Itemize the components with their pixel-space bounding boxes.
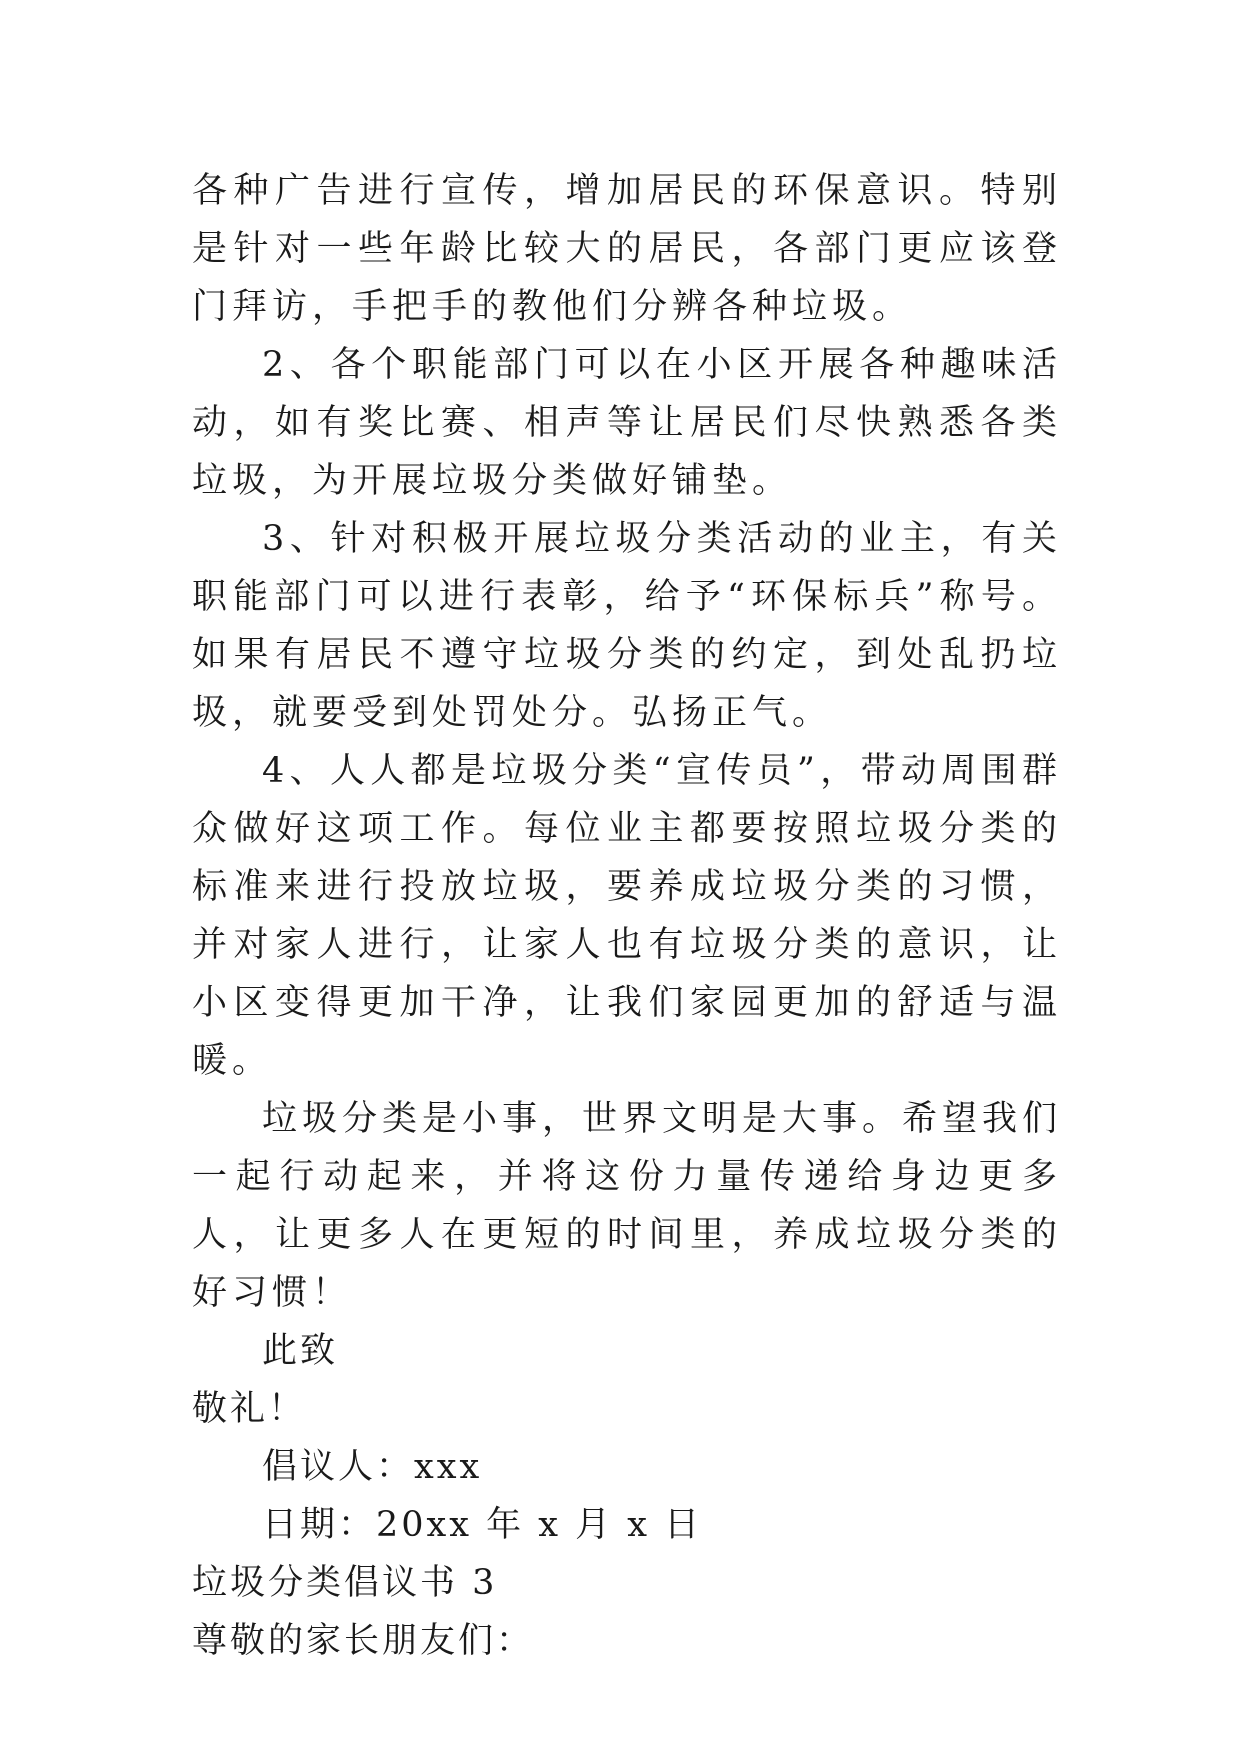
date-line: 日期：20xx 年 x 月 x 日	[262, 1505, 703, 1545]
paragraph-item-4: 4、人人都是垃圾分类“宣传员”，带动周围群众做好这项工作。每位业主都要按照垃圾分类的标准来进行投放垃圾，要养成垃圾分类的习惯，并对家人进行，让家人也有垃圾分类的意识，让小区变得更加干净，让我们家园更加的舒适与温暖。	[192, 751, 1062, 1081]
paragraph-item-2: 2、各个职能部门可以在小区开展各种趣味活动，如有奖比赛、相声等让居民们尽快熟悉各类垃圾，为开展垃圾分类做好铺垫。	[192, 345, 1062, 501]
salute-line: 敬礼！	[192, 1389, 307, 1429]
closing-line: 此致	[262, 1331, 339, 1371]
greeting-line: 尊敬的家长朋友们：	[192, 1621, 535, 1661]
paragraph-publicity: 各种广告进行宣传，增加居民的环保意识。特别是针对一些年龄比较大的居民，各部门更应该登门拜访，手把手的教他们分辨各种垃圾。	[192, 171, 1062, 327]
initiator-line: 倡议人：xxx	[262, 1447, 483, 1487]
paragraph-item-3: 3、针对积极开展垃圾分类活动的业主，有关职能部门可以进行表彰，给予“环保标兵”称号。如果有居民不遵守垃圾分类的约定，到处乱扔垃圾，就要受到处罚处分。弘扬正气。	[192, 519, 1062, 733]
section-title: 垃圾分类倡议书 3	[192, 1563, 498, 1603]
paragraph-conclusion: 垃圾分类是小事，世界文明是大事。希望我们一起行动起来，并将这份力量传递给身边更多人，让更多人在更短的时间里，养成垃圾分类的好习惯！	[192, 1099, 1063, 1313]
document-body	[192, 162, 1062, 1670]
